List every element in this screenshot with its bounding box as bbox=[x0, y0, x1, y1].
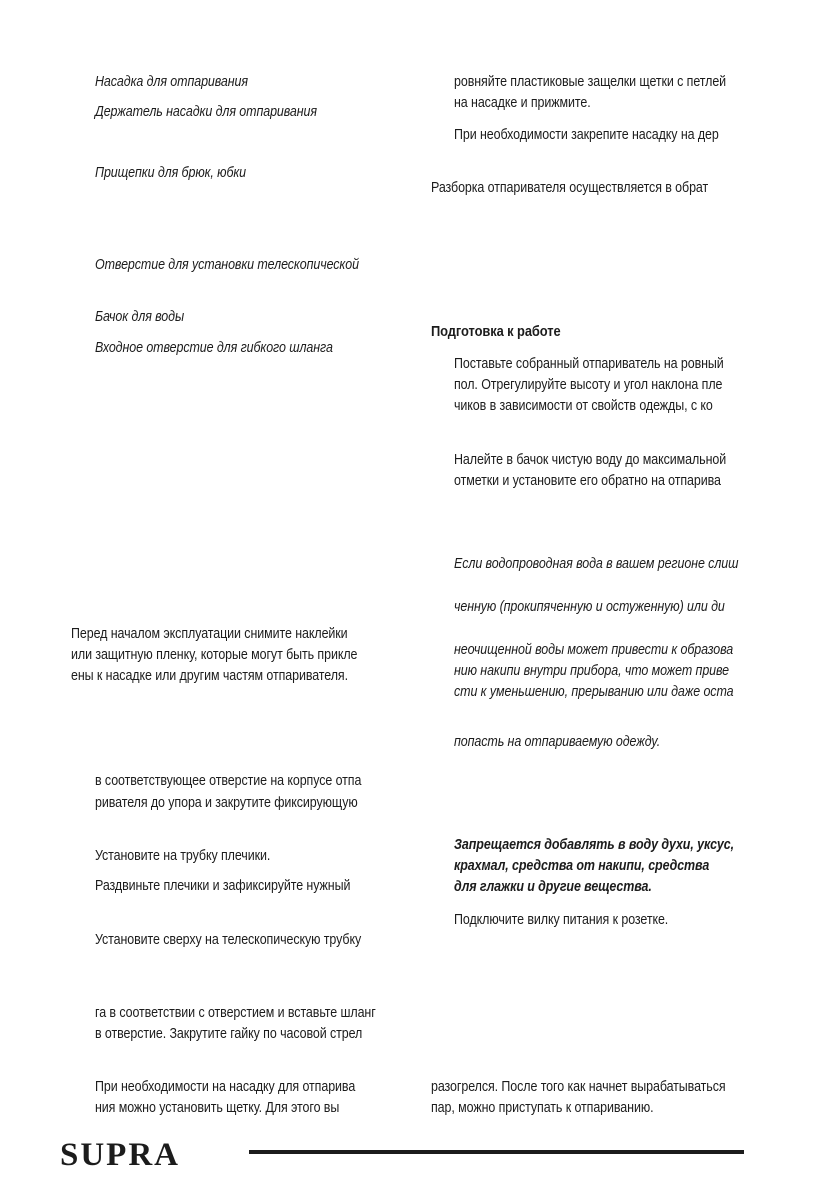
component-list-item: Насадка для отпаривания bbox=[95, 74, 248, 90]
body-text-line: ровняйте пластиковые защелки щетки с петлей bbox=[454, 74, 727, 90]
body-text-line: Подключите вилку питания к розетке. bbox=[454, 912, 669, 928]
brand-logo: SUPRA bbox=[60, 1137, 181, 1173]
component-list-item: Держатель насадки для отпаривания bbox=[95, 104, 317, 120]
component-list-item: Прищепки для брюк, юбки bbox=[95, 165, 247, 181]
body-text-line: ния можно установить щетку. Для этого вы bbox=[95, 1100, 340, 1116]
body-text-line: в соответствующее отверстие на корпусе отпа bbox=[95, 773, 362, 789]
body-text-line: ривателя до упора и закрутите фиксирующую bbox=[95, 795, 358, 811]
note-text-line: Если водопроводная вода в вашем регионе слиш bbox=[454, 556, 739, 572]
note-text-line: нию накипи внутри прибора, что может приве bbox=[454, 663, 730, 679]
body-text-line: пар, можно приступать к отпариванию. bbox=[431, 1100, 654, 1116]
body-text-line: чиков в зависимости от свойств одежды, с ко bbox=[454, 398, 713, 414]
body-text-line: Налейте в бачок чистую воду до максимальной bbox=[454, 452, 727, 468]
body-text-line: разогрелся. После того как начнет вырабатываться bbox=[431, 1079, 726, 1095]
body-text-line: Перед началом эксплуатации снимите наклейки bbox=[71, 626, 348, 642]
body-text-line: ены к насадке или другим частям отпаривателя. bbox=[71, 668, 348, 684]
body-text-line: Поставьте собранный отпариватель на ровный bbox=[454, 356, 724, 372]
body-text-line: Раздвиньте плечики и зафиксируйте нужный bbox=[95, 878, 351, 894]
warning-text-line: крахмал, средства от накипи, средства bbox=[454, 858, 710, 874]
body-text-line: Установите на трубку плечики. bbox=[95, 848, 271, 864]
body-text-line: га в соответствии с отверстием и вставьте шланг bbox=[95, 1005, 376, 1021]
body-text-line: Установите сверху на телескопическую трубку bbox=[95, 932, 362, 948]
footer-divider bbox=[249, 1150, 744, 1154]
note-text-line: попасть на отпариваемую одежду. bbox=[454, 734, 661, 750]
note-text-line: неочищенной воды может привести к образова bbox=[454, 642, 734, 658]
body-text-line: Разборка отпаривателя осуществляется в обрат bbox=[431, 180, 709, 196]
note-text-line: сти к уменьшению, прерыванию или даже оста bbox=[454, 684, 734, 700]
component-list-item: Отверстие для установки телескопической bbox=[95, 257, 359, 273]
warning-text-line: для глажки и другие вещества. bbox=[454, 879, 652, 895]
section-heading: Подготовка к работе bbox=[431, 323, 561, 340]
body-text-line: или защитную пленку, которые могут быть прикле bbox=[71, 647, 358, 663]
body-text-line: отметки и установите его обратно на отпарива bbox=[454, 473, 721, 489]
warning-text-line: Запрещается добавлять в воду духи, уксус, bbox=[454, 837, 734, 853]
component-list-item: Бачок для воды bbox=[95, 309, 185, 325]
body-text-line: пол. Отрегулируйте высоту и угол наклона пле bbox=[454, 377, 723, 393]
body-text-line: в отверстие. Закрутите гайку по часовой стрел bbox=[95, 1026, 363, 1042]
body-text-line: При необходимости на насадку для отпарива bbox=[95, 1079, 356, 1095]
body-text-line: При необходимости закрепите насадку на дер bbox=[454, 127, 719, 143]
component-list-item: Входное отверстие для гибкого шланга bbox=[95, 340, 333, 356]
body-text-line: на насадке и прижмите. bbox=[454, 95, 591, 111]
note-text-line: ченную (прокипяченную и остуженную) или ди bbox=[454, 599, 725, 615]
